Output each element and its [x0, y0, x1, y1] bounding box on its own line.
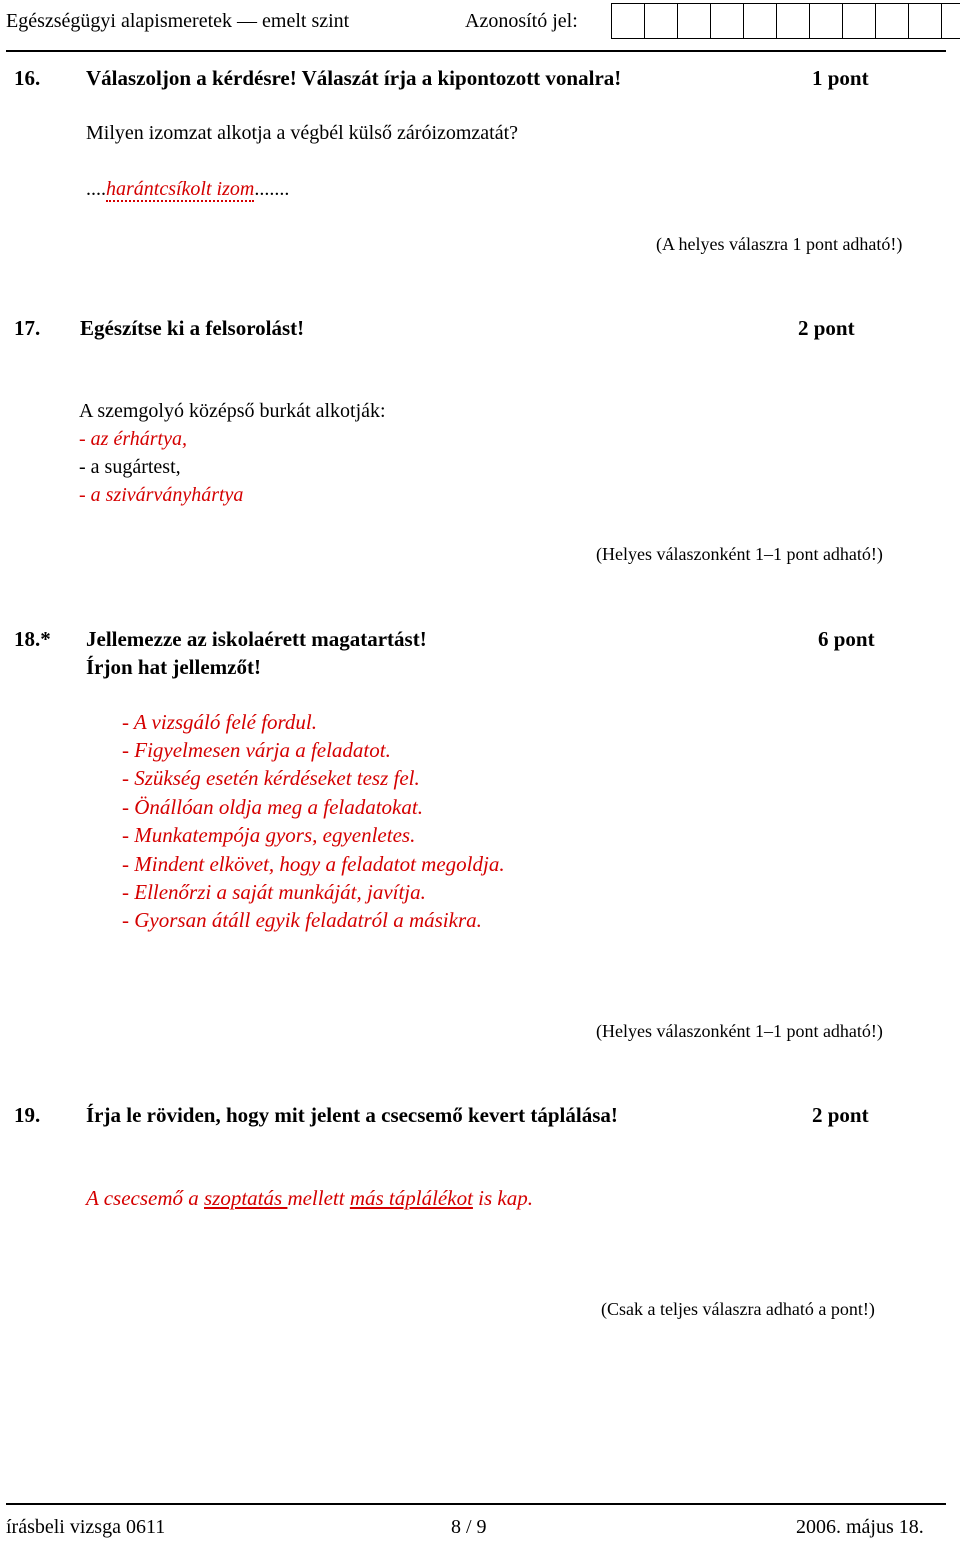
q17-instruction: Egészítse ki a felsorolást! — [80, 316, 305, 340]
q19-instruction: Írja le röviden, hogy mit jelent a csecsemő kevert táplálása! — [86, 1103, 618, 1127]
id-box-cell[interactable] — [909, 4, 942, 38]
q16-number: 16. — [14, 66, 41, 90]
q17-item-1: - az érhártya, — [79, 428, 187, 450]
q16-note: (A helyes válaszra 1 pont adható!) — [656, 234, 903, 254]
q17-lead: A szemgolyó középső burkát alkotják: — [79, 400, 386, 422]
q18-note: (Helyes válaszonként 1–1 pont adható!) — [596, 1021, 883, 1041]
q17-note: (Helyes válaszonként 1–1 pont adható!) — [596, 544, 883, 564]
q19-answer-part5: is kap. — [472, 1186, 533, 1210]
id-box-cell[interactable] — [843, 4, 876, 38]
id-box-cell[interactable] — [645, 4, 678, 38]
id-box-cell[interactable] — [942, 4, 960, 38]
footer-left: írásbeli vizsga 0611 — [6, 1516, 166, 1538]
q17-item-2: - a sugártest, — [79, 456, 181, 478]
q19-answer — [86, 1186, 533, 1211]
id-box-cell[interactable] — [612, 4, 645, 38]
q18-item-5: - Munkatempója gyors, egyenletes. — [122, 823, 416, 847]
q16-points: 1 pont — [812, 66, 869, 90]
id-box-cell[interactable] — [810, 4, 843, 38]
q16-question: Milyen izomzat alkotja a végbél külső záróizomzatát? — [86, 122, 519, 144]
q16-answer-suffix: ....... — [254, 178, 290, 200]
q18-item-8: - Gyorsan átáll egyik feladatról a másikra. — [122, 908, 482, 932]
q18-item-6: - Mindent elkövet, hogy a feladatot megoldja. — [122, 852, 505, 876]
q16-answer-prefix: .... — [86, 178, 106, 200]
q16-answer-line — [86, 178, 289, 201]
q18-instruction: Jellemezze az iskolaérett magatartást! — [86, 627, 427, 651]
footer-rule — [6, 1503, 946, 1505]
id-boxes[interactable] — [611, 3, 960, 39]
header-title: Egészségügyi alapismeretek — emelt szint — [6, 10, 350, 32]
q18-item-7: - Ellenőrzi a saját munkáját, javítja. — [122, 880, 426, 904]
header-rule — [6, 50, 946, 52]
q18-instruction-2: Írjon hat jellemzőt! — [86, 655, 261, 679]
q19-answer-part1: A csecsemő a — [86, 1186, 204, 1210]
q17-points: 2 pont — [798, 316, 855, 340]
footer-date: 2006. május 18. — [796, 1516, 924, 1538]
q16-instruction: Válaszoljon a kérdésre! Válaszát írja a kipontozott vonalra! — [86, 66, 622, 90]
q19-points: 2 pont — [812, 1103, 869, 1127]
q18-item-1: - A vizsgáló felé fordul. — [122, 710, 318, 734]
q19-answer-part3: mellett — [287, 1186, 350, 1210]
id-box-cell[interactable] — [744, 4, 777, 38]
id-box-cell[interactable] — [777, 4, 810, 38]
q18-points: 6 pont — [818, 627, 875, 651]
id-label: Azonosító jel: — [465, 10, 578, 32]
q18-item-4: - Önállóan oldja meg a feladatokat. — [122, 795, 423, 819]
q19-answer-part4: más táplálékot — [349, 1186, 473, 1210]
id-box-cell[interactable] — [876, 4, 909, 38]
q19-number: 19. — [14, 1103, 41, 1127]
id-box-cell[interactable] — [711, 4, 744, 38]
id-box-cell[interactable] — [678, 4, 711, 38]
q17-item-3: - a szivárványhártya — [79, 484, 244, 506]
q19-note: (Csak a teljes válaszra adható a pont!) — [601, 1299, 875, 1319]
q17-number: 17. — [14, 316, 41, 340]
q19-answer-part2: szoptatás — [204, 1186, 288, 1210]
q18-item-3: - Szükség esetén kérdéseket tesz fel. — [122, 766, 420, 790]
q16-answer: harántcsíkolt izom — [106, 178, 255, 200]
q18-item-2: - Figyelmesen várja a feladatot. — [122, 738, 391, 762]
q18-number: 18.* — [14, 627, 51, 651]
footer-page: 8 / 9 — [451, 1516, 487, 1538]
